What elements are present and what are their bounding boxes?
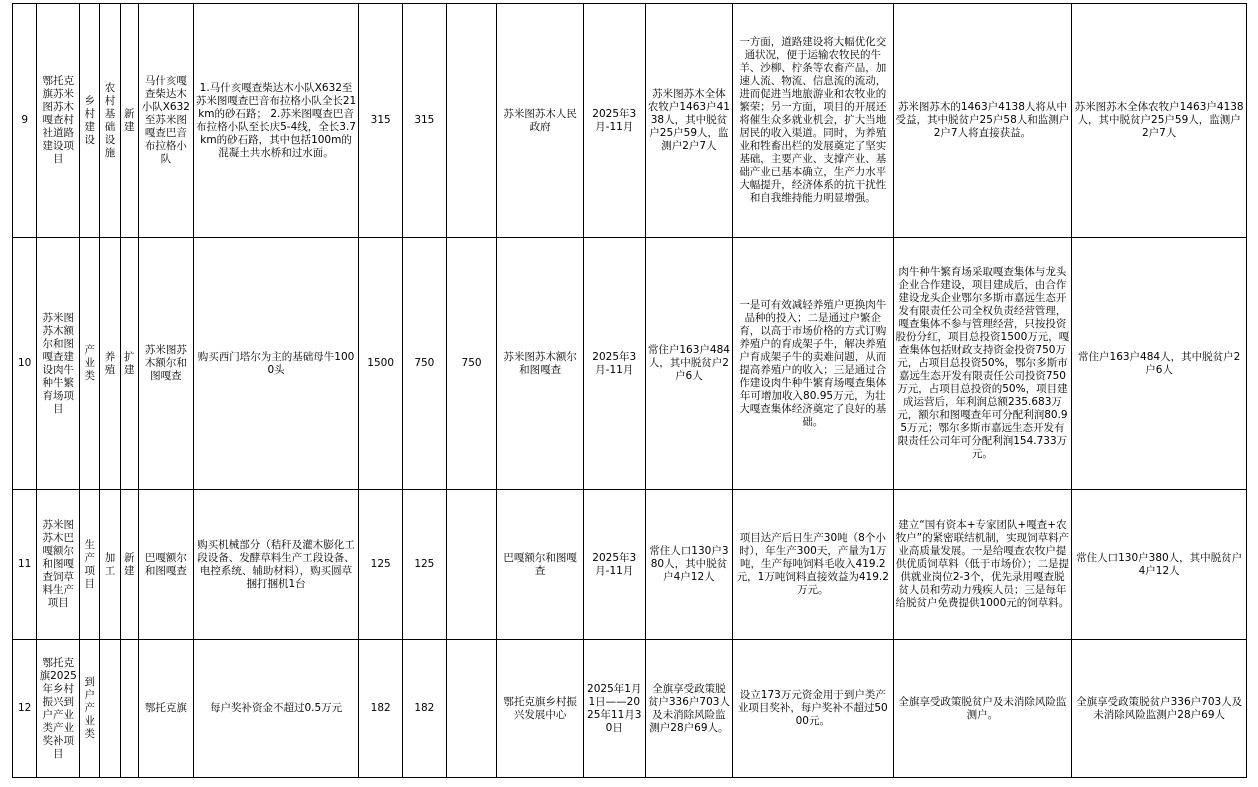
project-category: 生产项目 xyxy=(80,490,100,640)
implementation-period: 2025年1月1日——2025年11月30日 xyxy=(583,640,645,778)
fund-amount-1: 750 xyxy=(403,238,447,490)
project-table xyxy=(12,3,1247,778)
project-name: 苏米图苏木额尔和图嘎查建设肉牛种牛繁育场项目 xyxy=(37,238,80,490)
project-name: 鄂托克旗苏米图苏木嘎查村社道路建设项目 xyxy=(37,4,80,238)
table-row xyxy=(13,490,1247,640)
construction-nature xyxy=(120,640,138,778)
project-subcategory: 养殖 xyxy=(100,238,120,490)
row-number: 11 xyxy=(13,490,37,640)
table-row xyxy=(13,238,1247,490)
implementing-unit: 苏米图苏木额尔和图嘎查 xyxy=(497,238,583,490)
project-category: 乡村建设 xyxy=(80,4,100,238)
implementing-unit: 鄂托克旗乡村振兴发展中心 xyxy=(497,640,583,778)
row-number: 10 xyxy=(13,238,37,490)
total-investment: 315 xyxy=(359,4,403,238)
row-number: 9 xyxy=(13,4,37,238)
project-category: 产业类 xyxy=(80,238,100,490)
total-investment: 1500 xyxy=(359,238,403,490)
implementing-unit: 苏米图苏木人民政府 xyxy=(497,4,583,238)
benefit-mechanism: 苏米图苏木的1463户4138人将从中受益，其中脱贫户25户58人和监测户2户7人将直接获益。 xyxy=(893,4,1072,238)
covered-population: 常住户163户484人，其中脱贫户2户6人 xyxy=(1072,238,1247,490)
project-name: 苏米图苏木巴嘎额尔和图嘎查饲草料生产项目 xyxy=(37,490,80,640)
performance-goal: 一方面，道路建设将大幅优化交通状况，便于运输农牧民的牛羊、沙柳、柠条等农畜产品，加速人流、物流、信息流的流动，进而促进当地旅游业和农牧业的繁荣；另一方面，项目的开展还将催生众多就业机会，扩大当地居民的收入渠道。同时，为养殖业和牲畜出栏的发展奠定了坚实基础，主要产业、支撑产业、基础产业已基本确立，生产力水平大幅提升，经济体系的抗干扰性和自我维持能力明显增强。 xyxy=(733,4,893,238)
project-location: 苏米图苏木额尔和图嘎查 xyxy=(138,238,193,490)
implementation-period: 2025年3月-11月 xyxy=(583,490,645,640)
covered-population: 常住人口130户380人，其中脱贫户4户12人 xyxy=(1072,490,1247,640)
beneficiaries: 常住户163户484人，其中脱贫户2户6人 xyxy=(645,238,732,490)
project-location: 马什亥嘎查柴达木小队X632至苏米图嘎查巴音布拉格小队 xyxy=(138,4,193,238)
fund-amount-1: 125 xyxy=(403,490,447,640)
implementation-period: 2025年3月-11月 xyxy=(583,4,645,238)
benefit-mechanism: 肉牛种牛繁育场采取嘎查集体与龙头企业合作建设，项目建成后，由合作建设龙头企业鄂尔多斯市嘉远生态开发有限责任公司全权负责经营管理，嘎查集体不参与管理经营，只按投资股份分红，项目总投资1500万元，嘎查集体包括财政支持资金投资750万元，占项目总投资50%，鄂尔多斯市嘉远生态开发有限责任公司投资750万元，占项目总投资的50%，项目建成运营后，年利润总额235.683万元，额尔和图嘎查年可分配利润80.95万元；鄂尔多斯市嘉远生态开发有限责任公司年可分配利润154.733万元。 xyxy=(893,238,1072,490)
fund-amount-1: 315 xyxy=(403,4,447,238)
project-subcategory xyxy=(100,640,120,778)
implementing-unit: 巴嘎额尔和图嘎查 xyxy=(497,490,583,640)
project-name: 鄂托克旗2025年乡村振兴到户产业类产业奖补项目 xyxy=(37,640,80,778)
implementation-period: 2025年3月-11月 xyxy=(583,238,645,490)
table-row xyxy=(13,4,1247,238)
fund-amount-2 xyxy=(446,4,497,238)
performance-goal: 一是可有效减轻养殖户更换肉牛品种的投入；二是通过户繁企育，以高于市场价格的方式订购养殖户的育成架子牛，解决养殖户育成架子牛的卖难问题，从而提高养殖户的收入；三是通过合作建设肉牛种牛繁育场嘎查集体年可增加收入80.95万元，为壮大嘎查集体经济奠定了良好的基础。 xyxy=(733,238,893,490)
table-row xyxy=(13,640,1247,778)
project-location: 巴嘎额尔和图嘎查 xyxy=(138,490,193,640)
beneficiaries: 全旗享受政策脱贫户336户703人及未消除风险监测户28户69人。 xyxy=(645,640,732,778)
total-investment: 125 xyxy=(359,490,403,640)
construction-content: 每户奖补资金不超过0.5万元 xyxy=(193,640,359,778)
construction-content: 购买机械部分（秸秆及灌木膨化工段设备、发酵草料生产工段设备、电控系统、辅助材料），购买圆草捆打捆机1台 xyxy=(193,490,359,640)
project-subcategory: 加工 xyxy=(100,490,120,640)
construction-content: 购买西门塔尔为主的基础母牛1000头 xyxy=(193,238,359,490)
construction-content: 1.马什亥嘎查柴达木小队X632至苏米图嘎查巴音布拉格小队全长21km的砂石路； 2.苏米图嘎查巴音布拉格小队至长庆5-4线，全长3.7km的砂石路，其中包括100m的混凝土共水桥和过水面。 xyxy=(193,4,359,238)
fund-amount-2 xyxy=(446,490,497,640)
benefit-mechanism: 全旗享受政策脱贫户及未消除风险监测户。 xyxy=(893,640,1072,778)
construction-nature: 新建 xyxy=(120,490,138,640)
row-number: 12 xyxy=(13,640,37,778)
performance-goal: 设立173万元资金用于到户类产业项目奖补，每户奖补不超过5000元。 xyxy=(733,640,893,778)
project-subcategory: 农村基础设施 xyxy=(100,4,120,238)
project-location: 鄂托克旗 xyxy=(138,640,193,778)
construction-nature: 扩建 xyxy=(120,238,138,490)
benefit-mechanism: 建立“国有资本+专家团队+嘎查+农牧户”的紧密联结机制，实现饲草料产业高质量发展。一是给嘎查农牧户提供优质饲草料（低于市场价）；二是提供就业岗位2-3个，优先录用嘎查脱贫人员和劳动力残疾人员；三是每年给脱贫户免费提供1000元的饲草料。 xyxy=(893,490,1072,640)
beneficiaries: 常住人口130户380人，其中脱贫户4户12人 xyxy=(645,490,732,640)
total-investment: 182 xyxy=(359,640,403,778)
fund-amount-1: 182 xyxy=(403,640,447,778)
construction-nature: 新建 xyxy=(120,4,138,238)
beneficiaries: 苏米图苏木全体农牧户1463户4138人，其中脱贫户25户59人，监测户2户7人 xyxy=(645,4,732,238)
performance-goal: 项目达产后日生产30吨（8个小时），年生产300天，产量为1万吨，生产每吨饲料毛收入419.2元，1万吨饲料直接效益为419.2万元。 xyxy=(733,490,893,640)
project-category: 到户产业类 xyxy=(80,640,100,778)
covered-population: 全旗享受政策脱贫户336户703人及未消除风险监测户28户69人 xyxy=(1072,640,1247,778)
fund-amount-2 xyxy=(446,640,497,778)
fund-amount-2: 750 xyxy=(446,238,497,490)
covered-population: 苏米图苏木全体农牧户1463户4138人，其中脱贫户25户59人，监测户2户7人 xyxy=(1072,4,1247,238)
